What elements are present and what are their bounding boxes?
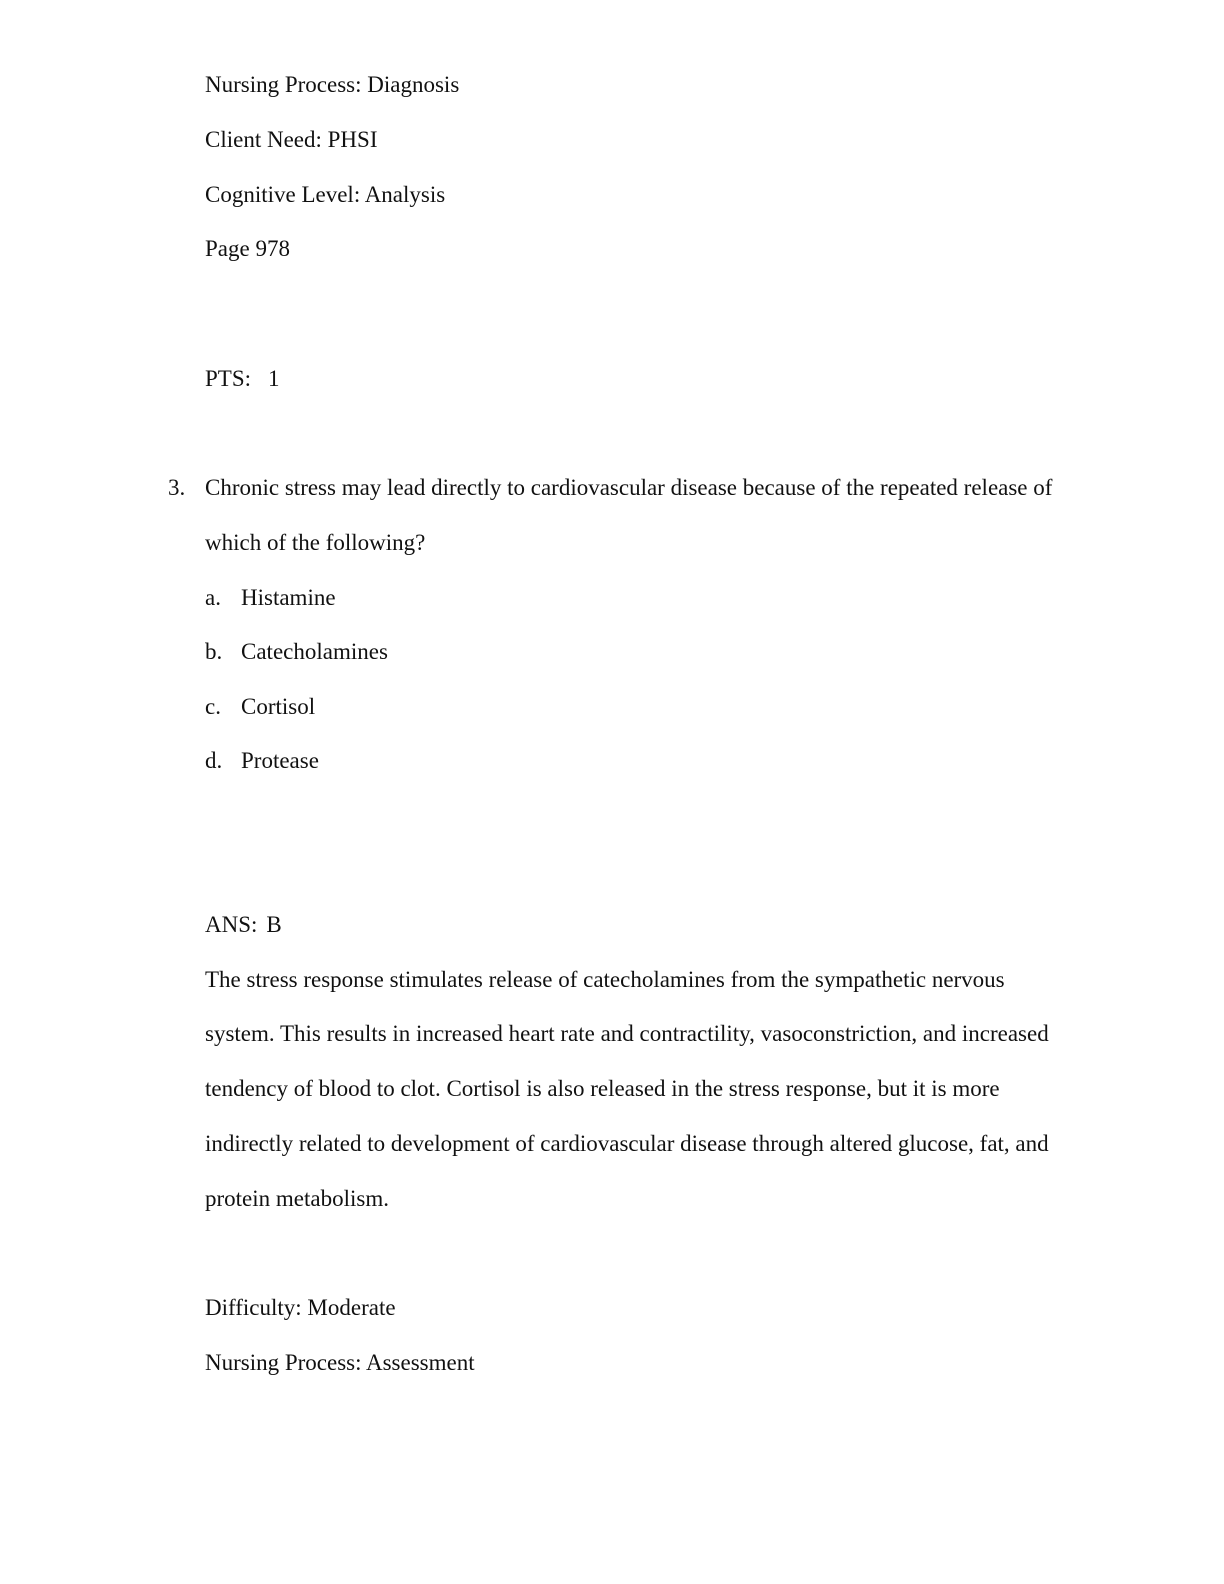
cognitive-level-line: Cognitive Level: Analysis [205,182,446,207]
option-letter: a. [205,585,221,610]
rationale-line: indirectly related to development of cardiovascular disease through altered glucose, fat, and [205,1131,1049,1156]
question-stem-line-2: which of the following? [205,530,426,555]
answer-value: B [266,912,282,937]
option-text: Protease [241,748,319,773]
question-stem-line-1: Chronic stress may lead directly to cardiovascular disease because of the repeated release of [205,475,1053,500]
option-letter: c. [205,694,221,719]
difficulty-line: Difficulty: Moderate [205,1295,396,1320]
rationale-line: protein metabolism. [205,1186,389,1211]
nursing-process-assessment-line: Nursing Process: Assessment [205,1350,475,1375]
rationale-line: system. This results in increased heart rate and contractility, vasoconstriction, and increased [205,1021,1049,1046]
option-letter: b. [205,639,223,664]
answer-line [205,911,282,939]
client-need-line: Client Need: PHSI [205,127,378,152]
rationale-line: tendency of blood to clot. Cortisol is also released in the stress response, but it is more [205,1076,1000,1101]
page-reference-line: Page 978 [205,236,290,261]
pts-label: PTS: [205,366,252,391]
rationale-line: The stress response stimulates release of catecholamines from the sympathetic nervous [205,967,1005,992]
answer-label: ANS: [205,912,258,937]
option-text: Catecholamines [241,639,388,664]
option-letter: d. [205,748,223,773]
option-text: Histamine [241,585,336,610]
nursing-process-line: Nursing Process: Diagnosis [205,72,460,97]
pts-line [205,365,280,393]
question-number: 3. [168,475,186,500]
option-text: Cortisol [241,694,316,719]
pts-value: 1 [268,366,280,391]
